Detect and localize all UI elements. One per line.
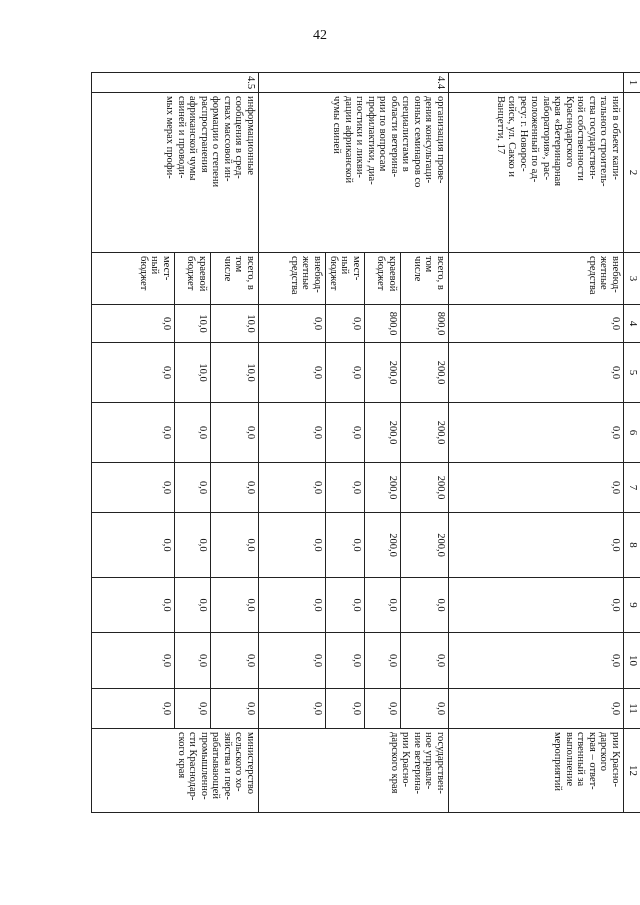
funding-value: 200,0 — [401, 512, 449, 577]
funding-value: 10,0 — [175, 342, 211, 402]
funding-value: 0,0 — [211, 512, 259, 577]
funding-value: 200,0 — [401, 402, 449, 462]
funding-value: 0,0 — [92, 402, 175, 462]
event-name: организация прове- дения консультаци- онных семинаров со специалистами в области ветерина- рии по вопросам профилактики, диа- гностики и ликви- дации африканской чумы свиней — [259, 92, 449, 252]
funding-value: 200,0 — [365, 402, 401, 462]
column-header-9: 9 — [624, 577, 640, 632]
event-name: информационные сообщения в сред- ствах массовой ин- формации о степени распространения африканской чумы свиней и проводи- мых мерах профи- — [92, 92, 259, 252]
funding-value: 800,0 — [401, 304, 449, 342]
page-number: 42 — [313, 28, 327, 43]
funding-value: 0,0 — [92, 632, 175, 688]
responsible-executor: министерство сельского хо- зяйства и пере- рабатывающей промышленно- сти Краснодар- ского края — [92, 728, 259, 812]
funding-value: 200,0 — [401, 342, 449, 402]
funding-value: 0,0 — [267, 342, 624, 402]
event-name: ний в объект капи- тального строитель- ства государствен- ной собственности Краснодарского края «Ветеринарная лаборатория», рас- положенный по ад- ресу: г. Новорос- сийск, ул. Сакко и Ванцетти, 17 — [449, 92, 624, 252]
funding-source-label: мест- ный бюджет — [326, 252, 365, 304]
funding-value: 0,0 — [259, 512, 326, 577]
responsible-executor: государствен- ное управле- ние ветерина- рии Красно- дарского края — [259, 728, 449, 812]
funding-value: 200,0 — [365, 512, 401, 577]
funding-value: 0,0 — [259, 688, 326, 728]
funding-value: 0,0 — [259, 577, 326, 632]
funding-source-label: внебюд- жетные средства — [259, 252, 326, 304]
funding-value: 0,0 — [267, 402, 624, 462]
funding-source-label: внебюд- жетные средства — [267, 252, 624, 304]
funding-value: 200,0 — [401, 462, 449, 512]
funding-value: 0,0 — [326, 342, 365, 402]
funding-value: 0,0 — [175, 512, 211, 577]
funding-value: 0,0 — [211, 462, 259, 512]
funding-value: 0,0 — [211, 577, 259, 632]
funding-value: 0,0 — [259, 462, 326, 512]
column-header-1: 1 — [624, 72, 640, 92]
column-header-12: 12 — [624, 728, 640, 812]
column-header-2: 2 — [624, 92, 640, 252]
funding-value: 0,0 — [326, 577, 365, 632]
funding-value: 0,0 — [267, 512, 624, 577]
responsible-executor: рии Красно- дарского края – ответ- ственный за выполнение мероприятий — [449, 728, 624, 812]
funding-value: 0,0 — [267, 304, 624, 342]
column-header-6: 6 — [624, 402, 640, 462]
funding-value: 0,0 — [365, 577, 401, 632]
funding-value: 0,0 — [92, 688, 175, 728]
funding-value: 0,0 — [326, 402, 365, 462]
funding-source-label: краевой бюджет — [175, 252, 211, 304]
funding-value: 0,0 — [92, 342, 175, 402]
funding-value: 200,0 — [365, 342, 401, 402]
funding-value: 0,0 — [92, 577, 175, 632]
funding-value: 0,0 — [259, 632, 326, 688]
funding-value: 10,0 — [211, 342, 259, 402]
funding-value: 0,0 — [92, 512, 175, 577]
funding-value: 0,0 — [326, 462, 365, 512]
funding-value: 0,0 — [326, 512, 365, 577]
funding-source-label: мест- ный бюджет — [92, 252, 175, 304]
funding-value: 0,0 — [267, 577, 624, 632]
funding-value: 0,0 — [259, 402, 326, 462]
funding-value: 10,0 — [211, 304, 259, 342]
funding-value: 0,0 — [267, 688, 624, 728]
funding-value: 0,0 — [401, 688, 449, 728]
funding-value: 10,0 — [175, 304, 211, 342]
funding-value: 200,0 — [365, 462, 401, 512]
funding-value: 0,0 — [401, 632, 449, 688]
funding-source-label: всего, в том числе — [401, 252, 449, 304]
funding-value: 0,0 — [267, 462, 624, 512]
funding-value: 0,0 — [326, 688, 365, 728]
column-header-3: 3 — [624, 252, 640, 304]
column-header-11: 11 — [624, 688, 640, 728]
funding-source-label: всего, в том числе — [211, 252, 259, 304]
column-header-7: 7 — [624, 462, 640, 512]
funding-value: 0,0 — [365, 688, 401, 728]
funding-value: 0,0 — [175, 462, 211, 512]
funding-value: 0,0 — [211, 402, 259, 462]
funding-value: 0,0 — [326, 632, 365, 688]
funding-value: 0,0 — [211, 688, 259, 728]
column-header-4: 4 — [624, 304, 640, 342]
row-number: 4.5 — [92, 72, 259, 92]
row-number: 4.4 — [259, 72, 449, 92]
funding-value: 0,0 — [92, 304, 175, 342]
funding-value: 0,0 — [326, 304, 365, 342]
funding-value: 0,0 — [259, 304, 326, 342]
funding-value: 0,0 — [92, 462, 175, 512]
funding-value: 0,0 — [175, 402, 211, 462]
funding-value: 0,0 — [401, 577, 449, 632]
column-header-8: 8 — [624, 512, 640, 577]
funding-value: 0,0 — [175, 688, 211, 728]
budget-table — [91, 72, 640, 813]
funding-value: 800,0 — [365, 304, 401, 342]
funding-value: 0,0 — [175, 577, 211, 632]
column-header-10: 10 — [624, 632, 640, 688]
funding-value: 0,0 — [365, 632, 401, 688]
funding-value: 0,0 — [259, 342, 326, 402]
row-number — [449, 72, 624, 92]
funding-value: 0,0 — [211, 632, 259, 688]
funding-value: 0,0 — [267, 632, 624, 688]
funding-value: 0,0 — [175, 632, 211, 688]
funding-source-label: краевой бюджет — [365, 252, 401, 304]
column-header-5: 5 — [624, 342, 640, 402]
